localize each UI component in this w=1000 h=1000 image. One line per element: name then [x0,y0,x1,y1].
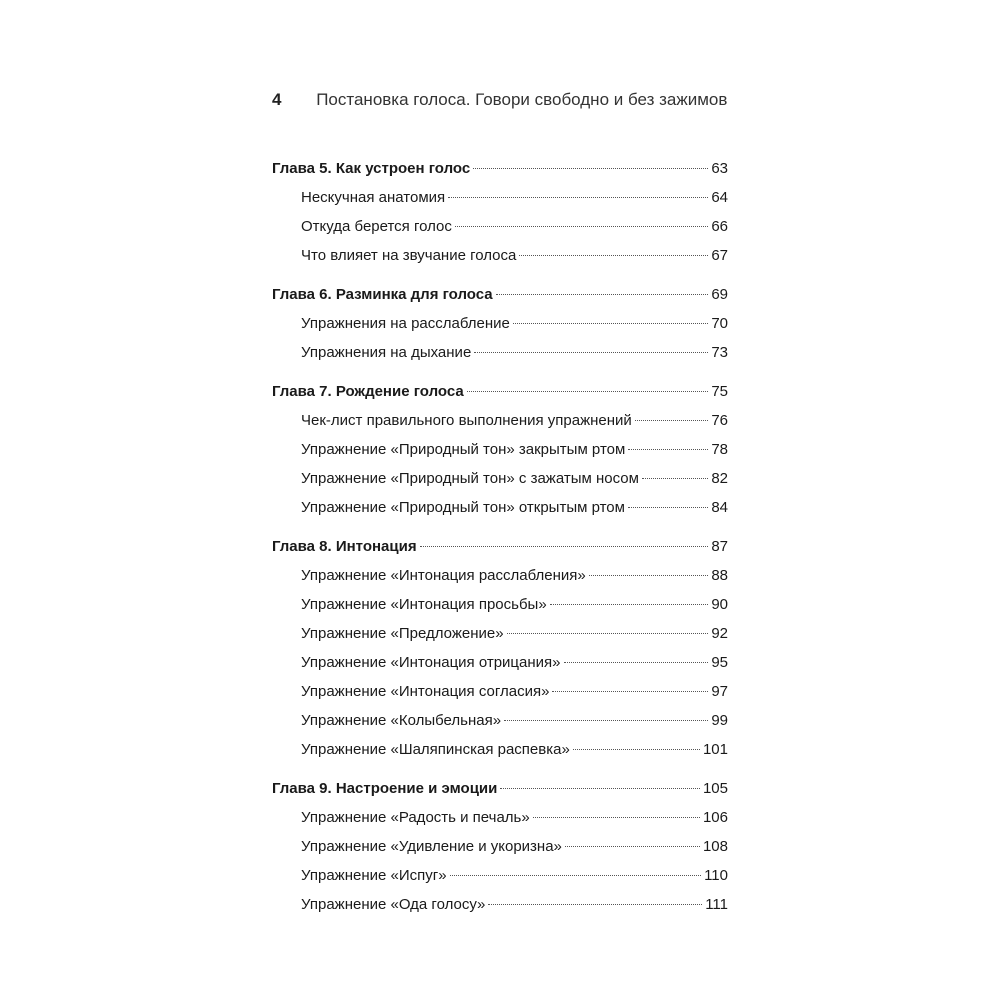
toc-section-entry[interactable] [272,561,728,590]
toc-section-entry[interactable] [272,241,728,270]
dot-leader [455,226,708,227]
toc-chapter-entry[interactable] [272,154,728,183]
dot-leader [550,604,709,605]
dot-leader [635,420,709,421]
dot-leader [628,449,708,450]
page-number: 4 [272,90,282,109]
toc-section-entry-page-number: 99 [711,712,728,729]
toc-section-entry-title: Упражнение «Интонация отрицания» [301,654,561,671]
dot-leader [589,575,709,576]
toc-section-entry[interactable] [272,406,728,435]
toc-section-entry-title: Упражнение «Радость и печаль» [301,809,530,826]
dot-leader [565,846,700,847]
toc-section-entry-page-number: 90 [711,596,728,613]
toc-section-entry-page-number: 76 [711,412,728,429]
toc-chapter-entry-page-number: 75 [711,383,728,400]
toc-section-entry-title: Упражнение «Удивление и укоризна» [301,838,562,855]
toc-section-entry[interactable] [272,183,728,212]
toc-section-entry-page-number: 101 [702,741,728,758]
toc-chapter-entry-page-number: 63 [711,160,728,177]
toc-chapter-entry-title: Глава 7. Рождение голоса [272,383,464,400]
dot-leader [507,633,709,634]
toc-section-entry-title: Упражнение «Интонация согласия» [301,683,550,700]
toc-section-entry-page-number: 66 [711,218,728,235]
toc-chapter-entry-title: Глава 5. Как устроен голос [272,160,471,177]
toc-chapter-entry-page-number: 87 [711,538,728,555]
dot-leader [448,197,708,198]
toc-section-entry-page-number: 67 [711,247,728,264]
toc-chapter-entry-title: Глава 8. Интонация [272,538,417,555]
dot-leader [496,294,709,295]
dot-leader [450,875,702,876]
toc-section-entry-page-number: 84 [711,499,728,516]
toc-section-entry-title: Упражнение «Природный тон» закрытым ртом [301,441,626,458]
toc-section-entry-page-number: 70 [711,315,728,332]
toc-section-entry[interactable] [272,338,728,367]
dot-leader [488,904,702,905]
dot-leader [473,168,708,169]
toc-section-entry-page-number: 78 [711,441,728,458]
dot-leader [573,749,700,750]
dot-leader [519,255,708,256]
toc-section-entry-page-number: 97 [711,683,728,700]
toc-section-entry[interactable] [272,648,728,677]
toc-section-entry[interactable] [272,464,728,493]
toc-section-entry[interactable] [272,803,728,832]
toc-chapter [272,774,728,919]
dot-leader [564,662,709,663]
toc-section-entry-title: Упражнение «Испуг» [301,867,447,884]
dot-leader [513,323,708,324]
dot-leader [474,352,708,353]
toc-section-entry[interactable] [272,735,728,764]
dot-leader [467,391,709,392]
toc-section-entry[interactable] [272,493,728,522]
dot-leader [552,691,708,692]
toc-section-entry-page-number: 73 [711,344,728,361]
toc-section-entry-page-number: 111 [705,896,728,913]
toc-section-entry[interactable] [272,619,728,648]
toc-section-entry-title: Упражнения на дыхание [301,344,472,361]
dot-leader [420,546,709,547]
toc-section-entry[interactable] [272,677,728,706]
toc-chapter [272,154,728,270]
toc-section-entry[interactable] [272,212,728,241]
toc-section-entry-title: Что влияет на звучание голоса [301,247,517,264]
toc-section-entry-title: Откуда берется голос [301,218,452,235]
running-head [272,90,732,110]
toc-section-entry-title: Чек-лист правильного выполнения упражнений [301,412,632,429]
toc-chapter-entry[interactable] [272,532,728,561]
toc-section-entry-title: Упражнение «Интонация расслабления» [301,567,586,584]
toc-section-entry-page-number: 82 [711,470,728,487]
toc-section-entry[interactable] [272,861,728,890]
toc-chapter [272,532,728,764]
dot-leader [533,817,700,818]
toc-section-entry-title: Упражнения на расслабление [301,315,510,332]
toc-section-entry[interactable] [272,706,728,735]
dot-leader [504,720,708,721]
toc-section-entry-page-number: 106 [702,809,728,826]
toc-section-entry-page-number: 110 [704,867,728,884]
toc-section-entry-title: Упражнение «Природный тон» открытым ртом [301,499,625,516]
toc-chapter [272,280,728,367]
toc-chapter-entry[interactable] [272,774,728,803]
toc-section-entry-page-number: 108 [702,838,728,855]
toc-section-entry-title: Упражнение «Природный тон» с зажатым носом [301,470,639,487]
toc-section-entry-page-number: 64 [711,189,728,206]
toc-chapter-entry-page-number: 105 [702,780,728,797]
table-of-contents [272,154,728,929]
toc-chapter [272,377,728,522]
toc-section-entry-title: Упражнение «Ода голосу» [301,896,486,913]
toc-section-entry-page-number: 92 [711,625,728,642]
toc-section-entry-title: Нескучная анатомия [301,189,446,206]
toc-section-entry[interactable] [272,435,728,464]
toc-section-entry[interactable] [272,890,728,919]
dot-leader [642,478,708,479]
toc-section-entry-page-number: 95 [711,654,728,671]
toc-section-entry[interactable] [272,590,728,619]
toc-chapter-entry[interactable] [272,377,728,406]
toc-chapter-entry-title: Глава 6. Разминка для голоса [272,286,493,303]
toc-section-entry[interactable] [272,832,728,861]
toc-chapter-entry[interactable] [272,280,728,309]
toc-chapter-entry-page-number: 69 [711,286,728,303]
dot-leader [500,788,700,789]
toc-section-entry-title: Упражнение «Шаляпинская распевка» [301,741,570,758]
toc-section-entry-title: Упражнение «Предложение» [301,625,504,642]
toc-section-entry-title: Упражнение «Интонация просьбы» [301,596,547,613]
toc-section-entry[interactable] [272,309,728,338]
toc-section-entry-title: Упражнение «Колыбельная» [301,712,502,729]
dot-leader [628,507,708,508]
toc-chapter-entry-title: Глава 9. Настроение и эмоции [272,780,498,797]
book-title: Постановка голоса. Говори свободно и без зажимов [316,90,728,109]
toc-section-entry-page-number: 88 [711,567,728,584]
